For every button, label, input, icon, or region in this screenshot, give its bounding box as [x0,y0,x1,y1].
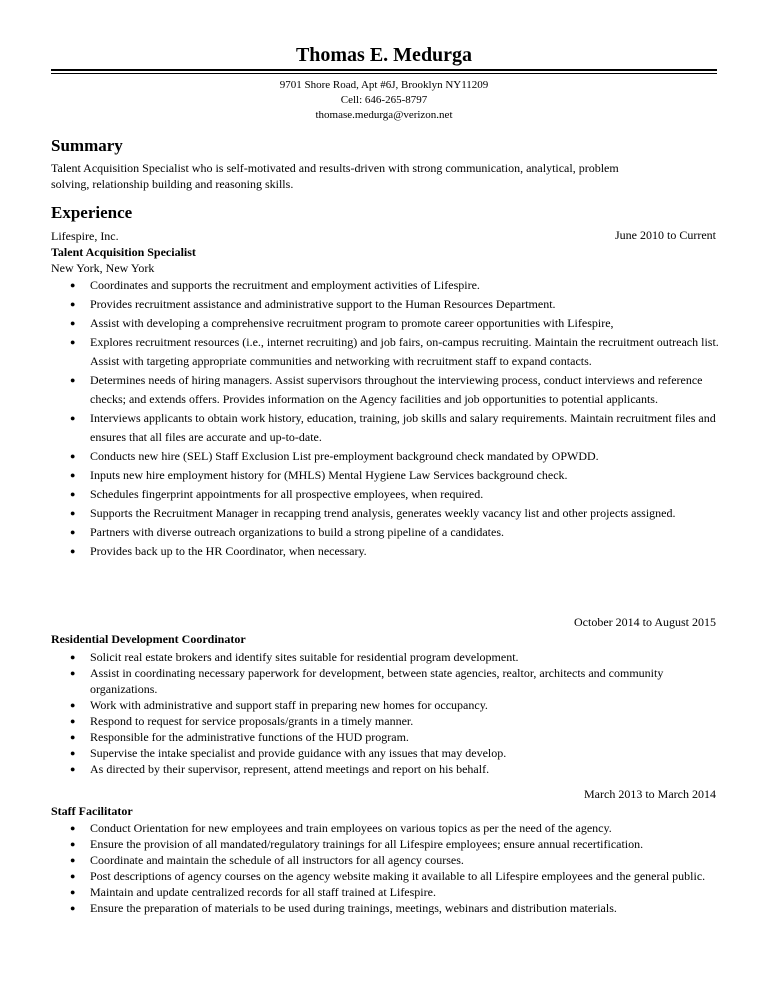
job-dates: October 2014 to August 2015 [574,615,716,629]
list-item: ● Responsible for the administrative functions of the HUD program. [70,729,720,745]
list-item: ● Conduct Orientation for new employees and train employees on various topics as per the need of the agency. [70,820,720,836]
list-item: ● Supports the Recruitment Manager in recapping trend analysis, generates weekly vacancy list and other projects assigned. [70,504,720,523]
list-item: ● Provides recruitment assistance and administrative support to the Human Resources Department. [70,295,720,314]
list-item: ● Interviews applicants to obtain work history, education, training, job skills and salary requirements. Maintain recruitment files and ensures that all files are accurate and up-to-date. [70,409,720,447]
list-item: ● Determines needs of hiring managers. Assist supervisors throughout the interviewing process, conduct interviews and reference checks; and extends offers. Provides information on the Agency facilities and job opportunities to potential applicants. [70,371,720,409]
list-item: ● Assist in coordinating necessary paperwork for development, between state agencies, realtor, architects and community organizations. [70,665,720,697]
list-item: ● Schedules fingerprint appointments for all prospective employees, when required. [70,485,720,504]
summary-line-2: solving, relationship building and reasoning skills. [51,177,294,191]
job-title: Talent Acquisition Specialist [51,245,196,259]
list-item: ● Inputs new hire employment history for (MHLS) Mental Hygiene Law Services background check. [70,466,720,485]
candidate-name: Thomas E. Medurga [295,44,473,66]
job-title: Residential Development Coordinator [51,632,246,646]
contact-cell: Cell: 646-265-8797 [340,94,428,106]
list-item: ● Explores recruitment resources (i.e., internet recruiting) and job fairs, on-campus recruiting. Maintain the recruitment outreach list. Assist with targeting appropriate communities and networking with recruitment staff to expand contacts. [70,333,720,371]
job-bullet-list [70,276,720,561]
list-item: ● Assist with developing a comprehensive recruitment program to promote career opportunities with Lifespire, [70,314,720,333]
list-item: ● Maintain and update centralized records for all staff trained at Lifespire. [70,884,720,900]
summary-line-1: Talent Acquisition Specialist who is self-motivated and results-driven with strong communication, analytical, problem [51,161,619,175]
list-item: ● Solicit real estate brokers and identify sites suitable for residential program development. [70,649,720,665]
job-bullet-list [70,820,720,916]
header-rule [51,69,717,71]
summary-heading: Summary [51,136,123,155]
list-item: ● Coordinates and supports the recruitment and employment activities of Lifespire. [70,276,720,295]
list-item: ● Ensure the preparation of materials to be used during trainings, meetings, webinars and distribution materials. [70,900,720,916]
list-item: ● As directed by their supervisor, represent, attend meetings and report on his behalf. [70,761,720,777]
list-item: ● Work with administrative and support staff in preparing new homes for occupancy. [70,697,720,713]
list-item: ● Supervise the intake specialist and provide guidance with any issues that may develop. [70,745,720,761]
list-item: ● Respond to request for service proposals/grants in a timely manner. [70,713,720,729]
experience-heading: Experience [51,203,133,222]
job-dates: June 2010 to Current [615,228,716,242]
job-bullet-list [70,649,720,777]
job-employer: Lifespire, Inc. [51,229,119,243]
contact-address: 9701 Shore Road, Apt #6J, Brooklyn NY11209 [279,79,489,91]
job-dates: March 2013 to March 2014 [584,787,716,801]
list-item: ● Partners with diverse outreach organizations to build a strong pipeline of a candidates. [70,523,720,542]
list-item: ● Post descriptions of agency courses on the agency website making it available to all Lifespire employees and the general public. [70,868,720,884]
list-item: ● Ensure the provision of all mandated/regulatory trainings for all Lifespire employees; ensure annual recertification. [70,836,720,852]
header-rule-thin [51,73,717,74]
job-title: Staff Facilitator [51,804,133,818]
job-location: New York, New York [51,261,155,275]
contact-email: thomase.medurga@verizon.net [315,109,453,121]
list-item: ● Provides back up to the HR Coordinator, when necessary. [70,542,720,561]
list-item: ● Coordinate and maintain the schedule of all instructors for all agency courses. [70,852,720,868]
list-item: ● Conducts new hire (SEL) Staff Exclusion List pre-employment background check mandated by OPWDD. [70,447,720,466]
